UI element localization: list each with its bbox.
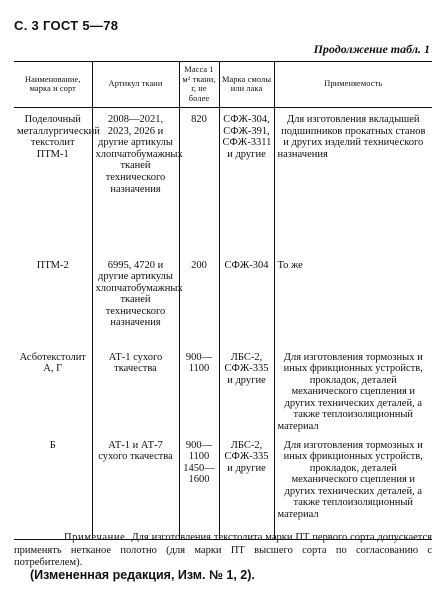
materials-table [14, 61, 432, 540]
table-row [14, 108, 432, 260]
column-header-resin: Марка смолы или лака [219, 62, 274, 108]
cell-mass: 820 [179, 108, 219, 260]
column-header-mass: Масса 1 м² ткани, г, не более [179, 62, 219, 108]
cell-mass: 900—1100 [179, 348, 219, 436]
table-row [14, 348, 432, 436]
cell-resin: ЛБС-2, СФЖ-335 и другие [219, 348, 274, 436]
note-label: Примечание. [64, 532, 129, 543]
cell-mass: 200 [179, 260, 219, 348]
cell-purpose: Для изготовления вкладышей подшипников прокатных станов и других изделий технического назначения [274, 108, 432, 260]
page-reference: С. 3 ГОСТ 5—78 [14, 18, 119, 33]
cell-name: Асботекстолит А, Г [19, 351, 86, 375]
cell-article: АТ-1 сухого ткачества [92, 348, 179, 436]
cell-article: 6995, 4720 и другие артикулы хлопчатобумажных тканей технического назначения [92, 260, 179, 348]
cell-name: Б [14, 436, 92, 540]
table-row [14, 260, 432, 348]
cell-purpose: Для изготовления тормозных и иных фрикционных устройств, прокладок, деталей механического сцепления и других технических деталей, а также теплоизоляционный материал [274, 348, 432, 436]
table-header-row [14, 62, 432, 108]
cell-purpose: То же [274, 260, 432, 348]
cell-article: АТ-1 и АТ-7 сухого ткачества [92, 436, 179, 540]
cell-article: 2008—2021, 2023, 2026 и другие артикулы хлопчатобумажных тканей технического назначения [92, 108, 179, 260]
column-header-purpose: Применяемость [274, 62, 432, 108]
cell-name: ПТМ-2 [36, 259, 69, 271]
cell-mass: 900—1100 1450—1600 [179, 436, 219, 540]
table-row [14, 436, 432, 540]
cell-name: Поделочный металлургический текстолит ПТМ-1 [17, 114, 100, 160]
cell-purpose: Для изготовления тормозных и иных фрикционных устройств, прокладок, деталей механического сцепления и других технических деталей, а также теплоизоляционный материал [274, 436, 432, 540]
cell-resin: СФЖ-304, СФЖ-391, СФЖ-3311 и другие [219, 108, 274, 260]
column-header-article: Артикул ткани [92, 62, 179, 108]
cell-resin: СФЖ-304 [219, 260, 274, 348]
column-header-name: Наименование, марка и сорт [14, 62, 92, 108]
table-note [14, 532, 432, 570]
table-continuation-label: Продолжение табл. 1 [313, 42, 430, 56]
note-text: Для изготовления текстолита марки ПТ первого сорта допускается применять нетканое полотно (для марки ПТ высшего сорта по согласованию с потребителем). [14, 532, 433, 568]
cell-resin: ЛБС-2, СФЖ-335 и другие [219, 436, 274, 540]
amendment-notice: (Измененная редакция, Изм. № 1, 2). [30, 568, 255, 582]
